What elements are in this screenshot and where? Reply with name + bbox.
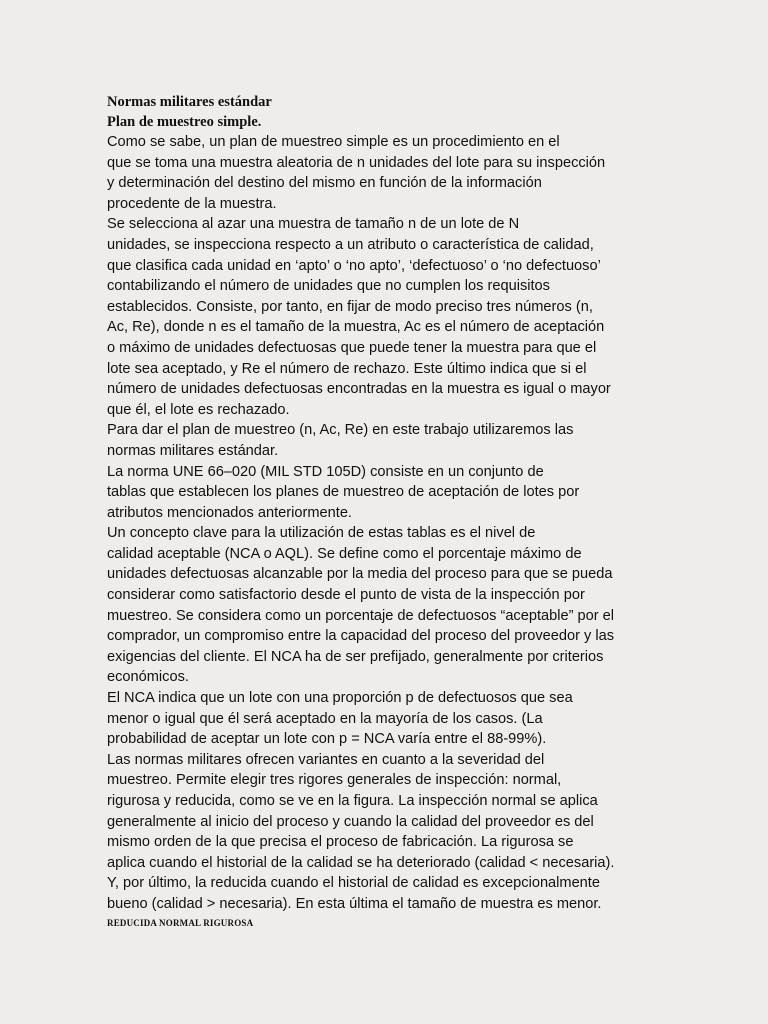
text-line: muestreo. Se considera como un porcentaje de defectuosos “aceptable” por el [107, 607, 615, 624]
text-line: Las normas militares ofrecen variantes en cuanto a la severidad del [107, 751, 545, 768]
text-line: probabilidad de aceptar un lote con p = NCA varía entre el 88-99%). [107, 731, 547, 748]
section-heading: Normas militares estándar [107, 94, 272, 110]
text-line: lote sea aceptado, y Re el número de rechazo. Este último indica que si el [107, 360, 587, 377]
text-line: establecidos. Consiste, por tanto, en fijar de modo preciso tres números (n, [107, 298, 593, 315]
text-line: que él, el lote es rechazado. [107, 401, 290, 418]
text-line: bueno (calidad > necesaria). En esta última el tamaño de muestra es menor. [107, 895, 602, 912]
text-line: rigurosa y reducida, como se ve en la figura. La inspección normal se aplica [107, 793, 598, 809]
text-line: unidades, se inspecciona respecto a un atributo o característica de calidad, [107, 236, 594, 253]
text-line: atributos mencionados anteriormente. [107, 504, 352, 521]
text-line: comprador, un compromiso entre la capacidad del proceso del proveedor y las [107, 628, 615, 645]
text-line: calidad aceptable (NCA o AQL). Se define como el porcentaje máximo de [107, 545, 582, 562]
text-line: Ac, Re), donde n es el tamaño de la muestra, Ac es el número de aceptación [107, 319, 605, 336]
text-line: procedente de la muestra. [107, 195, 277, 212]
text-line: normas militares estándar. [107, 442, 279, 459]
text-line: Y, por último, la reducida cuando el historial de calidad es excepcionalmente [107, 875, 600, 892]
text-line: aplica cuando el historial de la calidad se ha deteriorado (calidad < necesaria). [107, 854, 615, 871]
text-line: El NCA indica que un lote con una proporción p de defectuosos que sea [107, 690, 573, 707]
body-text [107, 132, 647, 915]
text-line: considerar como satisfactorio desde el punto de vista de la inspección por [107, 587, 585, 604]
text-line: Se selecciona al azar una muestra de tamaño n de un lote de N [107, 216, 520, 233]
text-line: Un concepto clave para la utilización de estas tablas es el nivel de [107, 525, 536, 542]
text-line: unidades defectuosas alcanzable por la media del proceso para que se pueda [107, 566, 613, 583]
text-line: y determinación del destino del mismo en función de la información [107, 175, 542, 192]
document-body [107, 92, 647, 929]
text-line: que clasifica cada unidad en ‘apto’ o ‘no apto’, ‘defectuoso’ o ‘no defectuoso’ [107, 257, 601, 274]
subsection-heading: Plan de muestreo simple. [107, 114, 262, 130]
text-line: económicos. [107, 669, 189, 686]
text-line: La norma UNE 66–020 (MIL STD 105D) consiste en un conjunto de [107, 463, 544, 480]
text-line: o máximo de unidades defectuosas que puede tener la muestra para que el [107, 339, 597, 356]
text-line: contabilizando el número de unidades que no cumplen los requisitos [107, 278, 550, 295]
text-line: muestreo. Permite elegir tres rigores generales de inspección: normal, [107, 772, 562, 789]
text-line: generalmente al inicio del proceso y cuando la calidad del proveedor es del [107, 813, 594, 830]
text-line: número de unidades defectuosas encontradas en la muestra es igual o mayor [107, 381, 611, 398]
text-line: Como se sabe, un plan de muestreo simple es un procedimiento en el [107, 134, 560, 150]
text-line: que se toma una muestra aleatoria de n unidades del lote para su inspección [107, 154, 606, 171]
text-line: tablas que establecen los planes de muestreo de aceptación de lotes por [107, 484, 580, 501]
text-line: exigencias del cliente. El NCA ha de ser prefijado, generalmente por criterios [107, 648, 604, 665]
text-line: menor o igual que él será aceptado en la mayoría de los casos. (La [107, 710, 543, 727]
text-line: mismo orden de la que precisa el proceso de fabricación. La rigurosa se [107, 834, 574, 851]
text-line: Para dar el plan de muestreo (n, Ac, Re) en este trabajo utilizaremos las [107, 422, 574, 439]
figure-caption: REDUCIDA NORMAL RIGUROSA [107, 917, 254, 928]
